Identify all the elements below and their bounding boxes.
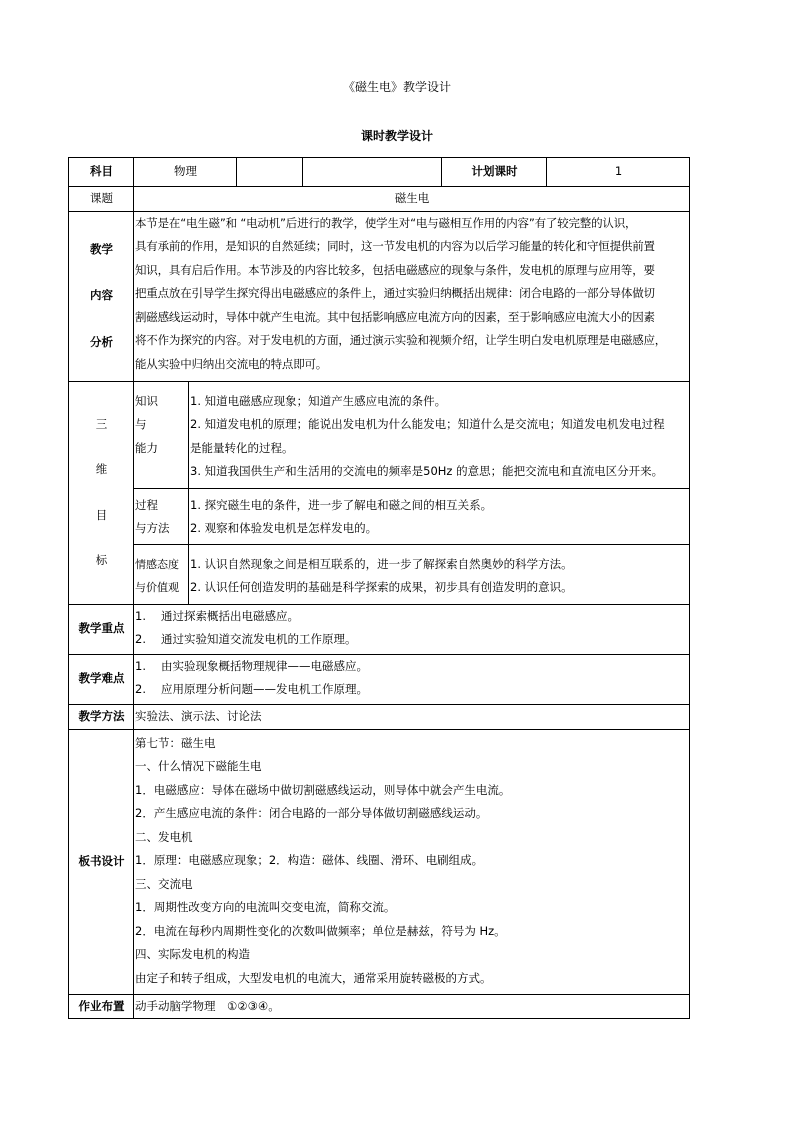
topic-label: 课题 — [69, 187, 134, 212]
hours-label: 计划课时 — [442, 158, 547, 187]
board-line: 三、交流电 — [135, 876, 193, 891]
subject-label: 科目 — [69, 158, 134, 187]
knowledge-label-line: 知识 — [135, 393, 158, 408]
knowledge-line: 是能量转化的过程。 — [190, 440, 294, 455]
analysis-content — [134, 211, 690, 381]
item-number: 1. — [135, 658, 146, 673]
homework-label: 作业布置 — [69, 994, 134, 1019]
board-line: 2．电流在每秒内周期性变化的次数叫做频率；单位是赫兹，符号为 Hz。 — [135, 923, 506, 938]
emotion-line: 2. 认识任何创造发明的基础是科学探索的成果，初步具有创造发明的意识。 — [190, 580, 573, 594]
subject-value: 物理 — [134, 158, 237, 187]
knowledge-label-line: 能力 — [135, 440, 158, 455]
row-topic — [69, 187, 690, 212]
analysis-label-line: 教学 — [90, 241, 113, 256]
lesson-plan-table — [68, 157, 690, 1019]
analysis-line: 具有承前的作用，是知识的自然延续；同时，这一节发电机的内容为以后学习能量的转化和守恒提供前置 — [135, 239, 655, 253]
analysis-line: 把重点放在引导学生探究得出电磁感应的条件上，通过实验归纳概括出规律：闭合电路的一部分导体做切 — [135, 286, 655, 300]
goals-label-char: 目 — [95, 507, 108, 522]
row-goals-knowledge — [69, 381, 690, 488]
board-line: 2．产生感应电流的条件：闭合电路的一部分导体做切割磁感线运动。 — [135, 806, 488, 820]
knowledge-line: 1. 知道电磁感应现象；知道产生感应电流的条件。 — [190, 393, 447, 408]
board-line: 1．原理：电磁感应现象；2．构造：磁体、线圈、滑环、电刷组成。 — [135, 853, 484, 867]
item-text: 由实验现象概括物理规律——电磁感应。 — [161, 658, 368, 673]
key-points-label: 教学重点 — [69, 604, 134, 654]
goals-label — [69, 381, 134, 604]
goals-label-char: 维 — [95, 462, 108, 476]
row-board — [69, 729, 690, 994]
topic-value: 磁生电 — [134, 187, 690, 212]
process-label — [134, 488, 189, 544]
board-line: 四、实际发电机的构造 — [135, 947, 250, 961]
item-text: 应用原理分析问题——发电机工作原理。 — [161, 682, 368, 696]
analysis-label-line: 内容 — [90, 288, 113, 303]
empty-cell — [303, 158, 442, 187]
item-number: 2. — [135, 632, 146, 646]
key-point-item — [135, 628, 689, 652]
row-subject — [69, 158, 690, 187]
analysis-label-line: 分析 — [90, 334, 113, 349]
empty-cell — [237, 158, 303, 187]
difficulties-label: 教学难点 — [69, 654, 134, 704]
row-methods — [69, 704, 690, 729]
emotion-label-line: 情感态度 — [135, 557, 179, 571]
board-line: 1．周期性改变方向的电流叫交变电流，简称交流。 — [135, 900, 396, 914]
row-goals-emotion — [69, 544, 690, 604]
emotion-label — [134, 544, 189, 604]
board-line: 1．电磁感应：导体在磁场中做切割磁感线运动，则导体中就会产生电流。 — [135, 782, 511, 797]
item-number: 1. — [135, 608, 146, 623]
process-line: 1. 探究磁生电的条件，进一步了解电和磁之间的相互关系。 — [190, 497, 493, 512]
hours-value: 1 — [547, 158, 690, 187]
methods-value: 实验法、演示法、讨论法 — [134, 704, 690, 729]
knowledge-line: 2. 知道发电机的原理；能说出发电机为什么能发电；知道什么是交流电；知道发电机发电过程 — [190, 417, 665, 431]
goals-label-char: 三 — [95, 416, 108, 431]
process-line: 2. 观察和体验发电机是怎样发电的。 — [190, 521, 378, 535]
goals-label-char: 标 — [95, 553, 108, 567]
board-line: 二、发电机 — [135, 829, 193, 844]
row-goals-process — [69, 488, 690, 544]
emotion-line: 1. 认识自然现象之间是相互联系的，进一步了解探索自然奥妙的科学方法。 — [190, 556, 573, 571]
analysis-line: 将不作为探究的内容。对于发电机的方面，通过演示实验和视频介绍，让学生明白发电机原理是电磁感应， — [135, 333, 667, 347]
board-content — [134, 729, 690, 994]
analysis-line: 知识，具有启后作用。本节涉及的内容比较多，包括电磁感应的现象与条件，发电机的原理与应用等，要 — [135, 262, 655, 277]
difficulty-item — [135, 655, 689, 679]
board-line: 第七节：磁生电 — [135, 735, 216, 750]
analysis-label — [69, 211, 134, 381]
item-number: 2. — [135, 682, 146, 696]
knowledge-line: 3. 知道我国供生产和生活用的交流电的频率是50Hz 的意思；能把交流电和直流电区分开来。 — [190, 464, 664, 478]
item-text: 通过探索概括出电磁感应。 — [161, 608, 299, 623]
analysis-line: 能从实验中归纳出交流电的特点即可。 — [135, 356, 328, 371]
knowledge-content — [189, 381, 690, 488]
row-difficulties — [69, 654, 690, 704]
key-points-content — [134, 604, 690, 654]
process-label-line: 与方法 — [135, 521, 170, 535]
row-key-points — [69, 604, 690, 654]
difficulties-content — [134, 654, 690, 704]
board-label: 板书设计 — [69, 729, 134, 994]
knowledge-label — [134, 381, 189, 488]
process-label-line: 过程 — [135, 497, 158, 512]
board-line: 由定子和转子组成，大型发电机的电流大，通常采用旋转磁极的方式。 — [135, 970, 492, 985]
analysis-line: 本节是在“电生磁”和 “电动机”后进行的教学，使学生对“电与磁相互作用的内容”有了较完整的认识， — [135, 215, 637, 230]
knowledge-label-line: 与 — [135, 417, 147, 431]
emotion-content — [189, 544, 690, 604]
homework-value: 动手动脑学物理 ①②③④。 — [134, 994, 690, 1019]
section-title: 课时教学设计 — [360, 129, 433, 143]
process-content — [189, 488, 690, 544]
row-homework — [69, 994, 690, 1019]
difficulty-item — [135, 678, 689, 702]
document-title: 《磁生电》教学设计 — [342, 80, 451, 94]
emotion-label-line: 与价值观 — [135, 581, 179, 594]
key-point-item — [135, 605, 689, 629]
analysis-line: 割磁感线运动时，导体中就产生电流。其中包括影响感应电流方向的因素，至于影响感应电流大小的因素 — [135, 309, 655, 324]
methods-label: 教学方法 — [69, 704, 134, 729]
board-line: 一、什么情况下磁能生电 — [135, 759, 262, 773]
row-analysis — [69, 211, 690, 381]
item-text: 通过实验知道交流发电机的工作原理。 — [161, 632, 357, 646]
